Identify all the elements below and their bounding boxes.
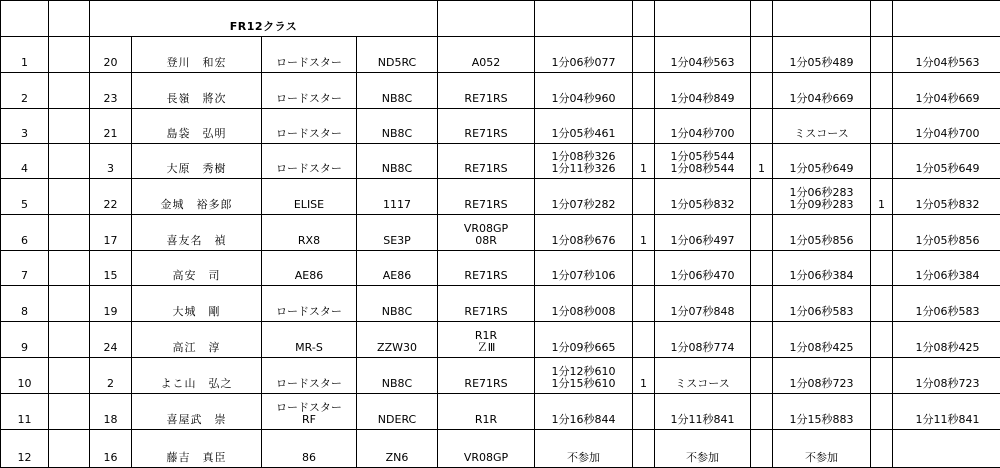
- tire-cell-line: R1R: [438, 414, 534, 426]
- tire-cell: [438, 179, 535, 215]
- run3-time-cell-line: 1分08秒425: [773, 342, 870, 354]
- run1-time-cell-line: 1分06秒077: [535, 57, 632, 69]
- car-number-cell: 2: [90, 358, 132, 394]
- best-time-cell: 1分04秒563: [893, 37, 1000, 73]
- run2-penalty-cell: [751, 322, 773, 358]
- driver-name-cell: 長嶺 將次: [132, 73, 262, 109]
- position-cell: 12: [1, 430, 49, 468]
- car-cell: [262, 430, 357, 468]
- header-cell: [773, 1, 871, 37]
- header-cell: [49, 1, 90, 37]
- table-row: [1, 73, 1000, 109]
- position-cell: 2: [1, 73, 49, 109]
- car-number-cell: 21: [90, 109, 132, 144]
- tire-cell-line: RE71RS: [438, 128, 534, 140]
- position-cell: 6: [1, 215, 49, 251]
- run1-time-cell: [535, 430, 633, 468]
- run2-time-cell: [655, 73, 751, 109]
- run2-time-cell: [655, 251, 751, 286]
- run2-time-cell-line: 1分05秒544: [655, 151, 750, 163]
- run1-time-cell-line: 1分05秒461: [535, 128, 632, 140]
- tire-cell: [438, 73, 535, 109]
- car-cell-line: ELISE: [262, 199, 356, 211]
- run3-time-cell-line: 1分08秒723: [773, 378, 870, 390]
- run3-penalty-cell: [871, 430, 893, 468]
- header-cell: [751, 1, 773, 37]
- model-code-cell: NB8C: [357, 358, 438, 394]
- car-cell-line: ロードスター: [262, 306, 356, 318]
- run2-time-cell-line: 不参加: [655, 452, 750, 464]
- run3-time-cell-line: 不参加: [773, 452, 870, 464]
- run2-penalty-cell: [751, 73, 773, 109]
- model-code-cell: NB8C: [357, 144, 438, 179]
- tire-cell-line: R1R: [438, 330, 534, 342]
- tire-cell-line: RE71RS: [438, 306, 534, 318]
- car-number-cell: 23: [90, 73, 132, 109]
- tire-cell: [438, 394, 535, 430]
- table-row: [1, 144, 1000, 179]
- run2-time-cell: [655, 144, 751, 179]
- run1-penalty-cell: [633, 73, 655, 109]
- run2-time-cell-line: 1分04秒849: [655, 93, 750, 105]
- run1-time-cell-line: 不参加: [535, 452, 632, 464]
- run3-penalty-cell: [871, 286, 893, 322]
- tire-cell-line: ＺⅢ: [438, 342, 534, 354]
- tire-cell: [438, 322, 535, 358]
- run1-time-cell-line: 1分04秒960: [535, 93, 632, 105]
- run3-time-cell: [773, 394, 871, 430]
- run3-time-cell: [773, 73, 871, 109]
- model-code-cell: AE86: [357, 251, 438, 286]
- car-cell-line: ロードスター: [262, 128, 356, 140]
- tire-cell-line: VR08GP: [438, 223, 534, 235]
- car-cell-line: ロードスター: [262, 402, 356, 414]
- car-number-cell: 19: [90, 286, 132, 322]
- tire-cell-line: RE71RS: [438, 378, 534, 390]
- blank-cell: [49, 179, 90, 215]
- run2-penalty-cell: [751, 37, 773, 73]
- car-cell: [262, 358, 357, 394]
- driver-name-cell: 大城 剛: [132, 286, 262, 322]
- car-cell: [262, 179, 357, 215]
- run3-penalty-cell: [871, 37, 893, 73]
- blank-cell: [49, 109, 90, 144]
- run3-penalty-cell: [871, 109, 893, 144]
- best-time-cell: 1分06秒384: [893, 251, 1000, 286]
- car-cell-line: ロードスター: [262, 93, 356, 105]
- run3-penalty-cell: [871, 215, 893, 251]
- run1-time-cell: [535, 37, 633, 73]
- run1-penalty-cell: 1: [633, 358, 655, 394]
- run3-time-cell-line: 1分06秒384: [773, 270, 870, 282]
- driver-name-cell: 大原 秀樹: [132, 144, 262, 179]
- driver-name-cell: 登川 和宏: [132, 37, 262, 73]
- run2-time-cell: [655, 215, 751, 251]
- position-cell: 1: [1, 37, 49, 73]
- run3-penalty-cell: [871, 322, 893, 358]
- tire-cell: [438, 37, 535, 73]
- run2-penalty-cell: [751, 358, 773, 394]
- header-row: [1, 1, 1000, 37]
- run3-time-cell: [773, 286, 871, 322]
- car-cell-line: MR-S: [262, 342, 356, 354]
- blank-cell: [49, 430, 90, 468]
- model-code-cell: ND5RC: [357, 37, 438, 73]
- best-time-cell: [893, 430, 1000, 468]
- run1-penalty-cell: [633, 286, 655, 322]
- run1-time-cell-line: 1分08秒008: [535, 306, 632, 318]
- run3-time-cell: [773, 37, 871, 73]
- model-code-cell: NDERC: [357, 394, 438, 430]
- car-cell: [262, 73, 357, 109]
- blank-cell: [49, 251, 90, 286]
- best-time-cell: 1分05秒856: [893, 215, 1000, 251]
- model-code-cell: 1117: [357, 179, 438, 215]
- run2-time-cell-line: 1分06秒470: [655, 270, 750, 282]
- run1-time-cell: [535, 73, 633, 109]
- run1-time-cell: [535, 144, 633, 179]
- header-cell: [871, 1, 893, 37]
- tire-cell: [438, 430, 535, 468]
- car-number-cell: 17: [90, 215, 132, 251]
- run3-time-cell: [773, 322, 871, 358]
- tire-cell-line: RE71RS: [438, 199, 534, 211]
- model-code-cell: NB8C: [357, 286, 438, 322]
- car-cell-line: RF: [262, 414, 356, 426]
- run1-time-cell: [535, 322, 633, 358]
- blank-cell: [49, 286, 90, 322]
- run1-time-cell-line: 1分08秒326: [535, 151, 632, 163]
- position-cell: 5: [1, 179, 49, 215]
- position-cell: 8: [1, 286, 49, 322]
- run1-time-cell: [535, 394, 633, 430]
- run2-time-cell-line: 1分11秒841: [655, 414, 750, 426]
- run1-time-cell-line: 1分16秒844: [535, 414, 632, 426]
- position-cell: 10: [1, 358, 49, 394]
- run1-penalty-cell: 1: [633, 215, 655, 251]
- position-cell: 3: [1, 109, 49, 144]
- model-code-cell: ZZW30: [357, 322, 438, 358]
- header-cell: [655, 1, 751, 37]
- driver-name-cell: 喜友名 禎: [132, 215, 262, 251]
- position-cell: 11: [1, 394, 49, 430]
- car-cell-line: ロードスター: [262, 163, 356, 175]
- blank-cell: [49, 144, 90, 179]
- run3-time-cell: [773, 430, 871, 468]
- run2-time-cell-line: 1分04秒563: [655, 57, 750, 69]
- run3-time-cell-line: 1分09秒283: [773, 199, 870, 211]
- tire-cell: [438, 286, 535, 322]
- driver-name-cell: 高江 淳: [132, 322, 262, 358]
- run1-time-cell: [535, 251, 633, 286]
- run3-penalty-cell: [871, 251, 893, 286]
- tire-cell-line: VR08GP: [438, 452, 534, 464]
- run1-time-cell: [535, 109, 633, 144]
- driver-name-cell: 喜屋武 崇: [132, 394, 262, 430]
- car-number-cell: 15: [90, 251, 132, 286]
- car-cell-line: RX8: [262, 235, 356, 247]
- run2-penalty-cell: [751, 215, 773, 251]
- run3-time-cell-line: 1分05秒649: [773, 163, 870, 175]
- tire-cell-line: RE71RS: [438, 163, 534, 175]
- run2-time-cell-line: 1分06秒497: [655, 235, 750, 247]
- table-row: [1, 430, 1000, 468]
- run1-time-cell-line: 1分12秒610: [535, 366, 632, 378]
- run2-time-cell: [655, 430, 751, 468]
- blank-cell: [49, 37, 90, 73]
- car-number-cell: 3: [90, 144, 132, 179]
- run1-time-cell: [535, 215, 633, 251]
- best-time-cell: 1分08秒425: [893, 322, 1000, 358]
- tire-cell-line: RE71RS: [438, 93, 534, 105]
- tire-cell: [438, 109, 535, 144]
- car-cell: [262, 251, 357, 286]
- run1-time-cell: [535, 286, 633, 322]
- run3-time-cell: [773, 144, 871, 179]
- driver-name-cell: 島袋 弘明: [132, 109, 262, 144]
- table-row: [1, 322, 1000, 358]
- run1-penalty-cell: [633, 179, 655, 215]
- tire-cell: [438, 358, 535, 394]
- run3-time-cell-line: 1分04秒669: [773, 93, 870, 105]
- driver-name-cell: 高安 司: [132, 251, 262, 286]
- run1-penalty-cell: [633, 322, 655, 358]
- run2-time-cell-line: 1分08秒544: [655, 163, 750, 175]
- header-cell: [893, 1, 1000, 37]
- run3-time-cell-line: 1分05秒856: [773, 235, 870, 247]
- blank-cell: [49, 358, 90, 394]
- run1-time-cell-line: 1分08秒676: [535, 235, 632, 247]
- run1-penalty-cell: [633, 109, 655, 144]
- tire-cell-line: 08R: [438, 235, 534, 247]
- run1-time-cell-line: 1分09秒665: [535, 342, 632, 354]
- tire-cell-line: RE71RS: [438, 270, 534, 282]
- run2-time-cell-line: 1分08秒774: [655, 342, 750, 354]
- run2-time-cell: [655, 286, 751, 322]
- run2-time-cell: [655, 37, 751, 73]
- run3-time-cell: [773, 215, 871, 251]
- run2-time-cell: [655, 358, 751, 394]
- model-code-cell: NB8C: [357, 73, 438, 109]
- best-time-cell: 1分11秒841: [893, 394, 1000, 430]
- car-cell: [262, 109, 357, 144]
- run1-time-cell-line: 1分15秒610: [535, 378, 632, 390]
- run2-time-cell: [655, 394, 751, 430]
- run2-penalty-cell: 1: [751, 144, 773, 179]
- car-cell: [262, 215, 357, 251]
- blank-cell: [49, 73, 90, 109]
- run2-penalty-cell: [751, 394, 773, 430]
- blank-cell: [49, 322, 90, 358]
- best-time-cell: 1分04秒700: [893, 109, 1000, 144]
- tire-cell: [438, 251, 535, 286]
- car-cell-line: 86: [262, 452, 356, 464]
- run2-time-cell-line: 1分04秒700: [655, 128, 750, 140]
- tire-cell: [438, 215, 535, 251]
- car-cell: [262, 394, 357, 430]
- car-number-cell: 20: [90, 37, 132, 73]
- run3-penalty-cell: [871, 358, 893, 394]
- car-cell: [262, 144, 357, 179]
- table-row: [1, 215, 1000, 251]
- run2-time-cell: [655, 322, 751, 358]
- run3-time-cell-line: 1分06秒583: [773, 306, 870, 318]
- table-row: [1, 394, 1000, 430]
- position-cell: 9: [1, 322, 49, 358]
- car-cell: [262, 322, 357, 358]
- best-time-cell: 1分06秒583: [893, 286, 1000, 322]
- run1-time-cell: [535, 358, 633, 394]
- run2-time-cell: [655, 109, 751, 144]
- run2-penalty-cell: [751, 286, 773, 322]
- car-cell-line: ロードスター: [262, 57, 356, 69]
- table-row: [1, 251, 1000, 286]
- run1-penalty-cell: [633, 251, 655, 286]
- blank-cell: [49, 215, 90, 251]
- run1-time-cell-line: 1分07秒106: [535, 270, 632, 282]
- run2-time-cell-line: ミスコース: [655, 378, 750, 390]
- car-cell: [262, 37, 357, 73]
- run1-time-cell: [535, 179, 633, 215]
- run3-time-cell: [773, 179, 871, 215]
- class-title: FR12クラス: [90, 1, 438, 37]
- table-row: [1, 109, 1000, 144]
- run1-penalty-cell: [633, 37, 655, 73]
- run2-time-cell: [655, 179, 751, 215]
- table-row: [1, 286, 1000, 322]
- tire-cell: [438, 144, 535, 179]
- run3-time-cell-line: 1分05秒489: [773, 57, 870, 69]
- run3-time-cell-line: 1分15秒883: [773, 414, 870, 426]
- run2-penalty-cell: [751, 179, 773, 215]
- table-row: [1, 179, 1000, 215]
- run2-penalty-cell: [751, 109, 773, 144]
- header-cell: [438, 1, 535, 37]
- run3-penalty-cell: [871, 144, 893, 179]
- run3-penalty-cell: [871, 394, 893, 430]
- car-cell: [262, 286, 357, 322]
- model-code-cell: NB8C: [357, 109, 438, 144]
- run3-time-cell-line: 1分06秒283: [773, 187, 870, 199]
- header-cell: [633, 1, 655, 37]
- driver-name-cell: 藤吉 真臣: [132, 430, 262, 468]
- run3-time-cell: [773, 109, 871, 144]
- car-number-cell: 22: [90, 179, 132, 215]
- best-time-cell: 1分05秒649: [893, 144, 1000, 179]
- run1-penalty-cell: 1: [633, 144, 655, 179]
- run1-time-cell-line: 1分07秒282: [535, 199, 632, 211]
- run3-time-cell-line: ミスコース: [773, 128, 870, 140]
- header-cell: [535, 1, 633, 37]
- car-number-cell: 24: [90, 322, 132, 358]
- header-cell: [1, 1, 49, 37]
- car-number-cell: 18: [90, 394, 132, 430]
- position-cell: 7: [1, 251, 49, 286]
- driver-name-cell: 金城 裕多郎: [132, 179, 262, 215]
- run3-penalty-cell: 1: [871, 179, 893, 215]
- driver-name-cell: よこ山 弘之: [132, 358, 262, 394]
- run1-penalty-cell: [633, 430, 655, 468]
- best-time-cell: 1分04秒669: [893, 73, 1000, 109]
- position-cell: 4: [1, 144, 49, 179]
- best-time-cell: 1分05秒832: [893, 179, 1000, 215]
- run3-penalty-cell: [871, 73, 893, 109]
- car-cell-line: AE86: [262, 270, 356, 282]
- run2-penalty-cell: [751, 430, 773, 468]
- car-cell-line: ロードスター: [262, 378, 356, 390]
- run1-time-cell-line: 1分11秒326: [535, 163, 632, 175]
- run2-time-cell-line: 1分05秒832: [655, 199, 750, 211]
- run2-penalty-cell: [751, 251, 773, 286]
- run2-time-cell-line: 1分07秒848: [655, 306, 750, 318]
- run1-penalty-cell: [633, 394, 655, 430]
- run3-time-cell: [773, 251, 871, 286]
- best-time-cell: 1分08秒723: [893, 358, 1000, 394]
- car-number-cell: 16: [90, 430, 132, 468]
- table-row: [1, 358, 1000, 394]
- blank-cell: [49, 394, 90, 430]
- tire-cell-line: A052: [438, 57, 534, 69]
- model-code-cell: ZN6: [357, 430, 438, 468]
- table-row: [1, 37, 1000, 73]
- run3-time-cell: [773, 358, 871, 394]
- model-code-cell: SE3P: [357, 215, 438, 251]
